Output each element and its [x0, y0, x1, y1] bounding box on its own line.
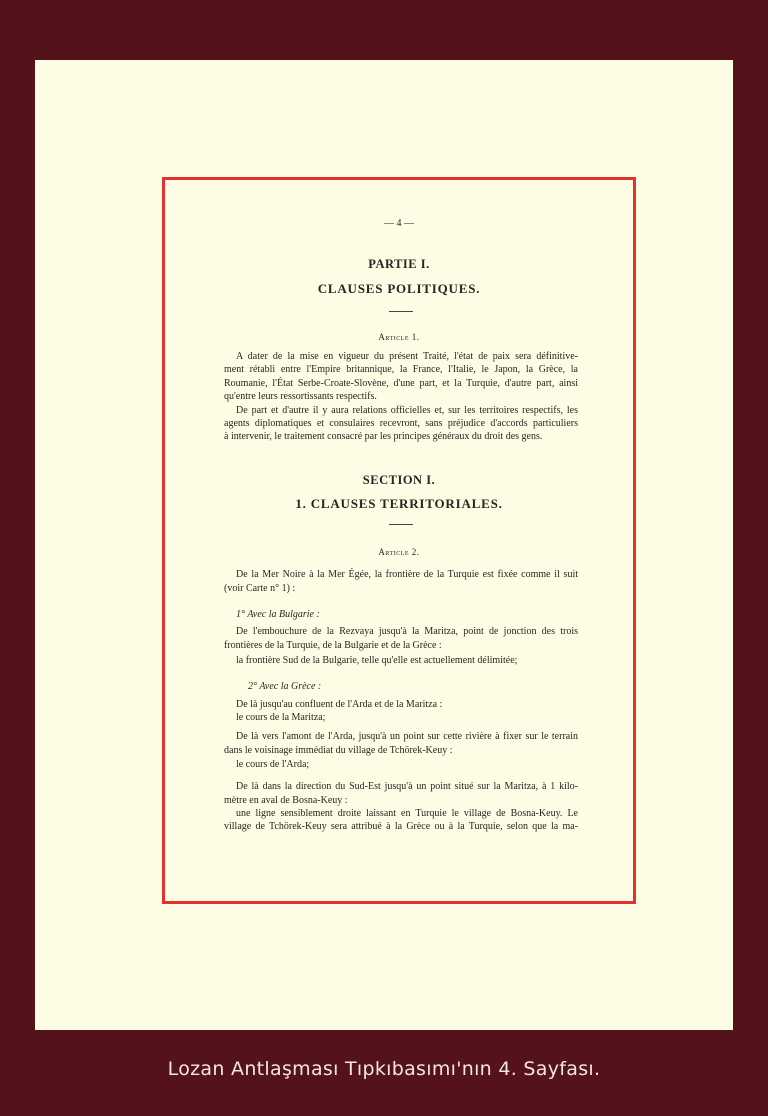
text-line: village de Tchörek-Keuy sera attribué à la Grèce ou à la Turquie, selon que la ma- — [224, 821, 578, 832]
part-title: PARTIE I. — [368, 257, 430, 271]
text-line: Roumanie, l'État Serbe-Croate-Slovène, d'une part, et la Turquie, d'autre part, ainsi — [224, 378, 578, 389]
text-line: agents diplomatiques et consulaires recevront, sans préjudice d'accords particuliers — [224, 418, 578, 429]
article-1-heading: Article 1. — [378, 332, 420, 342]
text-line: à intervenir, le traitement consacré par les principes généraux du droit des gens. — [224, 431, 543, 442]
text-line: frontières de la Turquie, de la Bulgarie et de la Grèce : — [224, 640, 442, 651]
text-line: De là jusqu'au confluent de l'Arda et de la Maritza : — [236, 699, 443, 710]
text-line: qu'entre leurs ressortissants respectifs. — [224, 391, 377, 402]
section-title: SECTION I. — [362, 473, 436, 487]
subheading-bulgaria: 1° Avec la Bulgarie : — [236, 609, 320, 620]
text-line: le cours de l'Arda; — [236, 759, 310, 770]
text-line: De part et d'autre il y aura relations officielles et, sur les territoires respectifs, les — [236, 405, 578, 416]
text-line: une ligne sensiblement droite laissant en Turquie le village de Bosna-Keuy. Le — [236, 808, 578, 819]
divider — [389, 524, 413, 525]
text-line: ment rétabli entre l'Empire britannique, la France, l'Italie, le Japon, la Grèce, la — [224, 364, 578, 375]
subheading-greece: 2° Avec la Grèce : — [248, 681, 322, 692]
text-line: (voir Carte n° 1) : — [224, 583, 296, 594]
part-subtitle: CLAUSES POLITIQUES. — [317, 281, 481, 296]
section-subtitle: 1. CLAUSES TERRITORIALES. — [295, 496, 503, 511]
text-line: De l'embouchure de la Rezvaya jusqu'à la Maritza, point de jonction des trois — [236, 626, 578, 637]
text-line: A dater de la mise en vigueur du présent Traité, l'état de paix sera définitive- — [236, 351, 578, 362]
text-line: la frontière Sud de la Bulgarie, telle qu'elle est actuellement délimitée; — [236, 655, 518, 666]
divider — [389, 311, 413, 312]
text-line: dans le voisinage immédiat du village de Tchörek-Keuy : — [224, 745, 453, 756]
text-line: mètre en aval de Bosna-Keuy : — [224, 795, 348, 806]
text-line: De là vers l'amont de l'Arda, jusqu'à un point sur cette rivière à fixer sur le terrain — [236, 731, 578, 742]
text-line: De la Mer Noire à la Mer Égée, la frontière de la Turquie est fixée comme il suit — [236, 569, 578, 580]
text-line: De là dans la direction du Sud-Est jusqu'à un point situé sur la Maritza, à 1 kilo- — [236, 781, 578, 792]
article-2-heading: Article 2. — [378, 547, 420, 557]
page-number: — 4 — — [384, 218, 414, 229]
text-line: le cours de la Maritza; — [236, 712, 326, 723]
caption: Lozan Antlaşması Tıpkıbasımı'nın 4. Sayfası. — [167, 1058, 601, 1080]
